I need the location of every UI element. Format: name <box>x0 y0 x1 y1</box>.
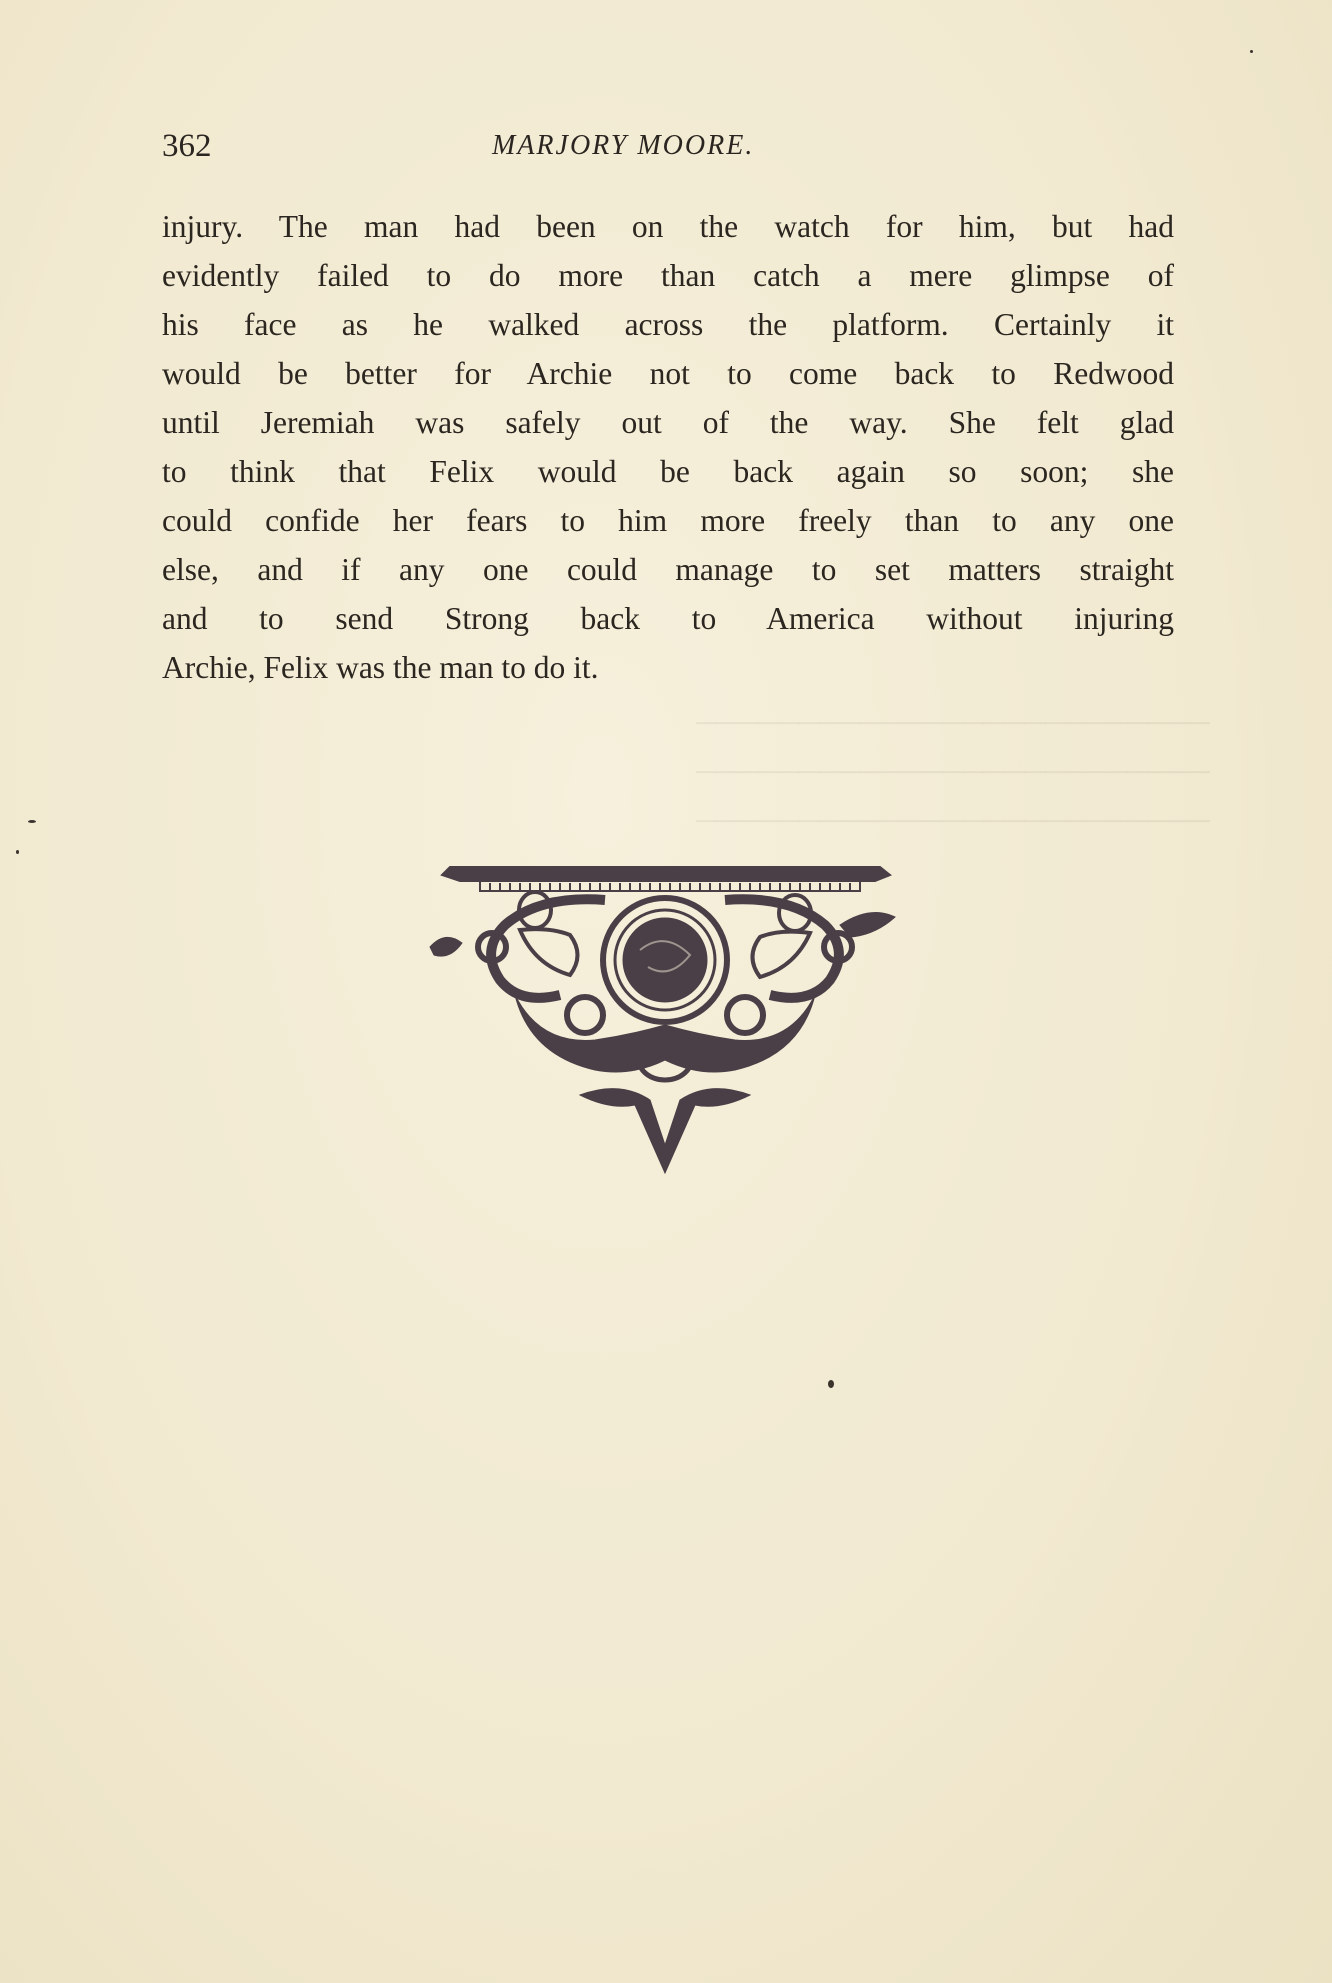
running-title: MARJORY MOORE. <box>492 130 755 161</box>
text-line: evidently failed to do more than catch a mere glimpse of <box>162 258 1174 293</box>
page-number: 362 <box>162 128 212 164</box>
ink-speck <box>16 850 19 854</box>
ink-speck <box>1250 50 1253 53</box>
text-line: injury. The man had been on the watch for him, but had <box>162 209 1174 244</box>
text-line: to think that Felix would be back again so soon; she <box>162 454 1174 489</box>
page-header <box>162 128 1172 168</box>
text-line: could confide her fears to him more freely than to any one <box>162 503 1174 538</box>
body-text <box>162 202 1174 692</box>
text-line: and to send Strong back to America without injuring <box>162 601 1174 636</box>
bleed-through-text: ───────────────────────── ───────────────────────── ───────────────────────── <box>696 707 1210 837</box>
text-line: would be better for Archie not to come back to Redwood <box>162 356 1174 391</box>
ink-speck <box>28 820 36 823</box>
decorative-tailpiece-icon <box>420 855 910 1175</box>
text-line: else, and if any one could manage to set matters straight <box>162 552 1174 587</box>
text-line: until Jeremiah was safely out of the way. She felt glad <box>162 405 1174 440</box>
text-line: Archie, Felix was the man to do it. <box>162 650 599 685</box>
ink-speck <box>828 1380 834 1388</box>
text-line: his face as he walked across the platform. Certainly it <box>162 307 1174 342</box>
